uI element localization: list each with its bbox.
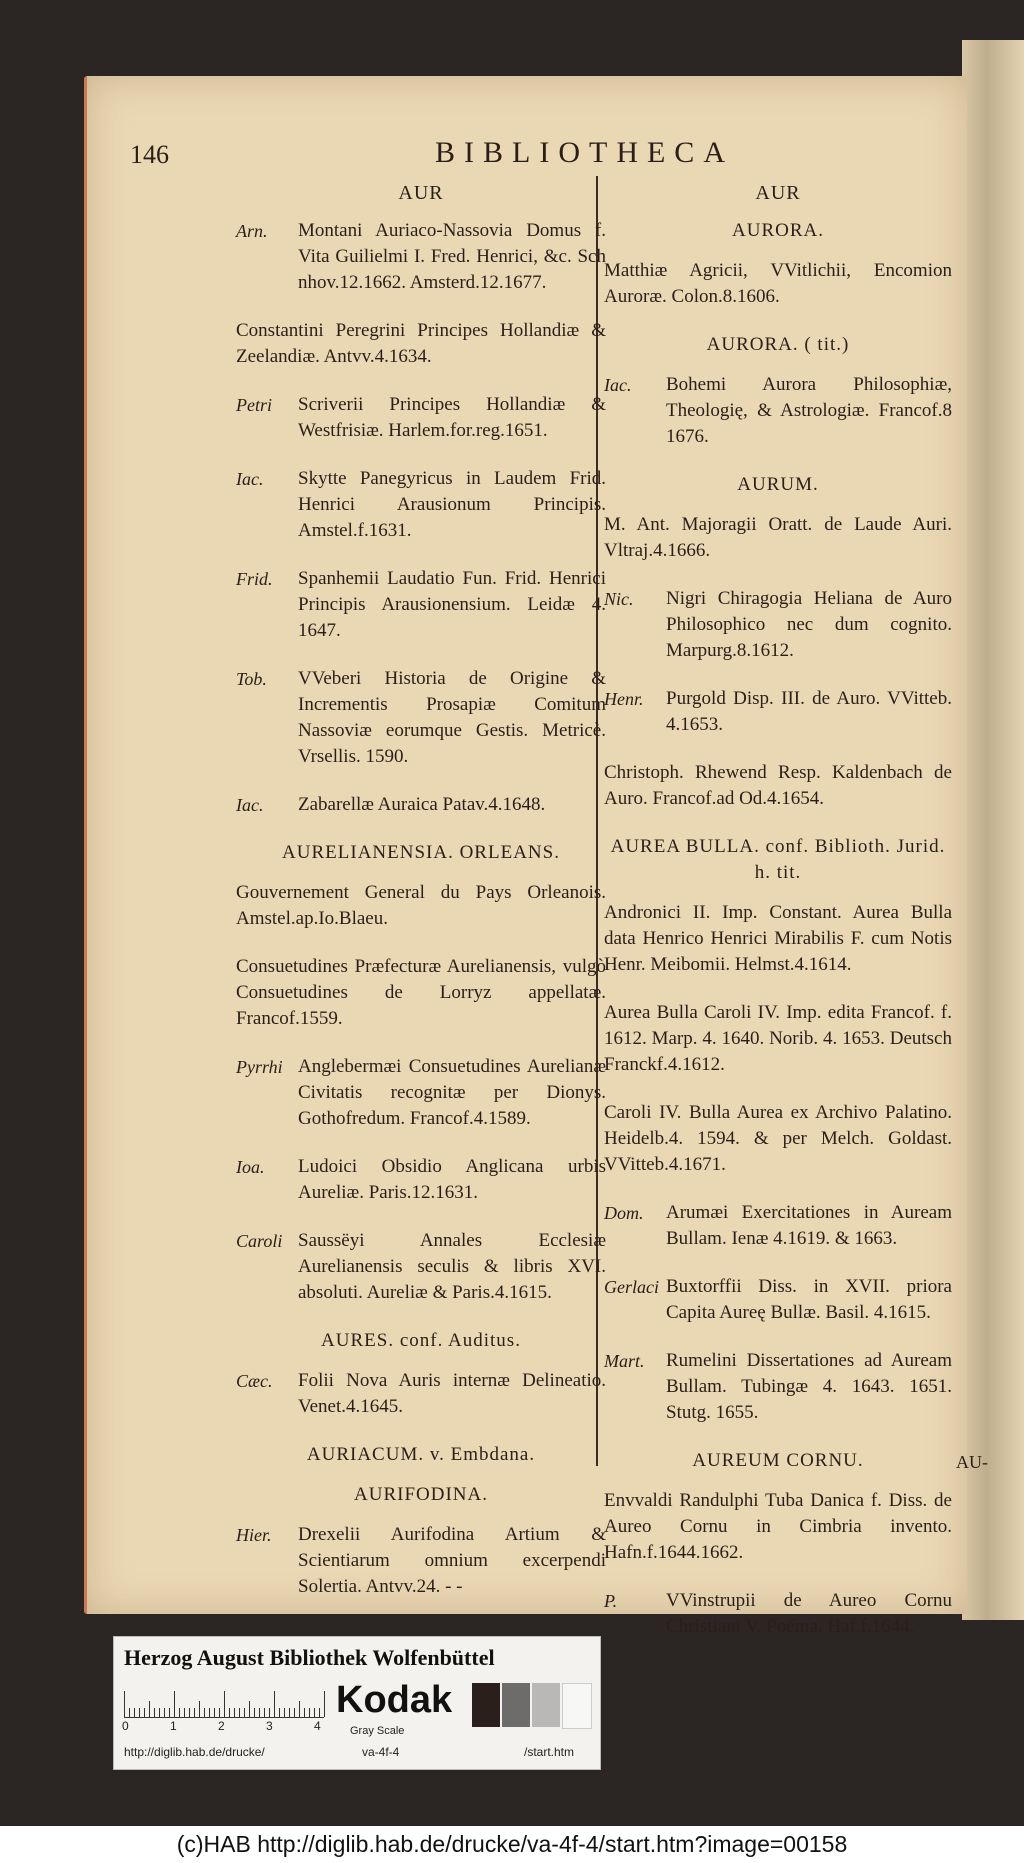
ruler-tick: [209, 1708, 210, 1717]
gray-scale-label: Gray Scale: [350, 1725, 405, 1737]
footer-url: (c)HAB http://diglib.hab.de/drucke/va-4f-4/start.htm?image=00158: [0, 1826, 1024, 1863]
ruler-tick: [169, 1708, 170, 1717]
catalog-entry: [236, 880, 606, 932]
entry-text: Aurea Bulla Caroli IV. Imp. edita Francof. f. 1612. Marp. 4. 1640. Norib. 4. 1653. Deutsch Franckf.4.1612.: [604, 1002, 952, 1075]
entry-text: VVinstrupii de Aureo Cornu Christiani V. Poëma. Haf.f.1644.: [666, 1590, 952, 1637]
catalog-entry: [604, 586, 952, 664]
catalog-entry: [604, 686, 952, 738]
ruler-tick: [309, 1708, 310, 1717]
ruler-tick: [139, 1708, 140, 1717]
ruler-tick: [314, 1708, 315, 1717]
entry-prefix: Gerlaci: [604, 1277, 659, 1297]
entry-text: Constantini Peregrini Principes Hollandiæ & Zeelandiæ. Antvv.4.1634.: [236, 320, 606, 367]
ruler-tick: [134, 1708, 135, 1717]
ruler-tick: [199, 1701, 200, 1717]
ruler-tick: [194, 1708, 195, 1717]
column-head-right: AUR: [755, 182, 801, 204]
catalog-entry: [604, 1200, 952, 1252]
ruler-label: 2: [218, 1719, 225, 1733]
ruler-tick: [159, 1708, 160, 1717]
right-entries-4: [604, 900, 952, 1426]
entry-text: VVeberi Historia de Origine & Incrementis Prosapiæ Comitum Nassoviæ eorumque Gestis. Metricè. Vrsellis. 1590.: [298, 668, 606, 767]
entry-prefix: Tob.: [236, 669, 267, 689]
entry-prefix: Mart.: [604, 1351, 645, 1371]
section-heading: AURORA.: [732, 220, 824, 241]
ruler-tick: [259, 1708, 260, 1717]
entry-prefix: Iac.: [236, 469, 264, 489]
left-entries-2: [236, 880, 606, 1306]
ruler-tick: [154, 1708, 155, 1717]
ruler-label: 4: [314, 1719, 321, 1733]
section-heading: AUREUM CORNU.: [692, 1450, 864, 1471]
entry-text: Rumelini Dissertationes ad Auream Bullam. Tubingæ 4. 1643. 1651. Stutg. 1655.: [666, 1350, 952, 1423]
ruler-tick: [249, 1701, 250, 1717]
catalog-entry: [604, 372, 952, 450]
ruler-tick: [294, 1708, 295, 1717]
entry-prefix: Petri: [236, 395, 272, 415]
gray-swatch-mid: [502, 1683, 530, 1727]
catalog-entry: [236, 392, 606, 444]
section-heading: AURELIANENSIA. ORLEANS.: [282, 842, 560, 863]
entry-prefix: Iac.: [236, 795, 264, 815]
entry-prefix: Hier.: [236, 1525, 272, 1545]
entry-text: Purgold Disp. III. de Auro. VVitteb. 4.1653.: [666, 688, 952, 735]
entry-text: Spanhemii Laudatio Fun. Frid. Henrici Principis Arausionensium. Leidæ 4. 1647.: [298, 568, 606, 641]
ruler-tick: [179, 1708, 180, 1717]
entry-prefix: P.: [604, 1591, 618, 1611]
entry-text: Buxtorffii Diss. in XVII. priora Capita Aureę Bullæ. Basil. 4.1615.: [666, 1276, 952, 1323]
catalog-entry: [236, 1368, 606, 1420]
entry-text: Anglebermæi Consuetudines Aurelianæ Civitatis recognitæ per Dionys. Gothofredum. Francof.4.1589.: [298, 1056, 606, 1129]
catalog-entry: [236, 466, 606, 544]
ruler-tick: [184, 1708, 185, 1717]
ruler-tick: [129, 1708, 130, 1717]
entry-prefix: Caroli: [236, 1231, 283, 1251]
ruler-label: 0: [122, 1719, 129, 1733]
catalog-entry: [236, 954, 606, 1032]
ruler-tick: [174, 1691, 175, 1717]
left-entries-1: [236, 218, 606, 818]
entry-text: Envvaldi Randulphi Tuba Danica f. Diss. de Aureo Cornu in Cimbria invento. Hafn.f.1644.1662.: [604, 1490, 952, 1563]
ruler-tick: [204, 1708, 205, 1717]
catalog-entry: [236, 1522, 606, 1600]
entry-prefix: Nic.: [604, 589, 634, 609]
catalog-entry: [236, 1228, 606, 1306]
ruler-tick: [149, 1701, 150, 1717]
ruler-tick: [124, 1691, 125, 1717]
card-url: http://diglib.hab.de/drucke/: [124, 1745, 265, 1759]
catalog-entry: [604, 1588, 952, 1640]
entry-text: M. Ant. Majoragii Oratt. de Laude Auri. Vltraj.4.1666.: [604, 514, 952, 561]
entry-text: Drexelii Aurifodina Artium & Scientiarum omnium excerpendi Solertia. Antvv.24. - -: [298, 1524, 606, 1597]
entry-text: Matthiæ Agricii, VVitlichii, Encomion Auroræ. Colon.8.1606.: [604, 260, 952, 307]
ruler-tick: [289, 1708, 290, 1717]
entry-prefix: Henr.: [604, 689, 644, 709]
catalog-entry: [604, 1274, 952, 1326]
right-entries-5: [604, 1488, 952, 1640]
right-entries-1: [604, 258, 952, 310]
library-name: Herzog August Bibliothek Wolfenbüttel: [124, 1645, 495, 1670]
ruler-tick: [269, 1708, 270, 1717]
entry-text: Consuetudines Præfecturæ Aurelianensis, vulgò Consuetudines de Lorryz appellatæ. Francof.1559.: [236, 956, 606, 1029]
catalog-entry: [604, 1488, 952, 1566]
section-heading: AURUM.: [737, 474, 819, 495]
ruler-tick: [264, 1708, 265, 1717]
ruler-tick: [144, 1708, 145, 1717]
page-number: 146: [130, 140, 169, 169]
right-entries-3: [604, 512, 952, 812]
catalog-entry: [604, 512, 952, 564]
catalog-entry: [604, 900, 952, 978]
catalog-entry: [236, 218, 606, 296]
entry-text: Scriverii Principes Hollandiæ & Westfrisiæ. Harlem.for.reg.1651.: [298, 394, 606, 441]
catalog-entry: [604, 1100, 952, 1178]
entry-text: Arumæi Exercitationes in Auream Bullam. Ienæ 4.1619. & 1663.: [666, 1202, 952, 1249]
column-head-left: AUR: [398, 182, 444, 204]
entry-prefix: Cæc.: [236, 1371, 273, 1391]
section-heading: AURES. conf. Auditus.: [321, 1330, 521, 1351]
ruler-tick: [304, 1708, 305, 1717]
gray-swatch-white: [562, 1683, 592, 1729]
catalog-entry: [604, 1000, 952, 1078]
catalog-entry: [236, 566, 606, 644]
ruler-tick: [229, 1708, 230, 1717]
gray-swatch-dark: [472, 1683, 500, 1727]
section-heading: AURORA. ( tit.): [706, 334, 850, 355]
ruler-tick: [224, 1691, 225, 1717]
entry-prefix: Arn.: [236, 221, 268, 241]
card-start: /start.htm: [524, 1745, 575, 1759]
catalog-entry: [236, 1054, 606, 1132]
catalog-entry: [236, 318, 606, 370]
entry-prefix: Frid.: [236, 569, 273, 589]
ruler-tick: [284, 1708, 285, 1717]
entry-text: Ludoici Obsidio Anglicana urbis Aureliæ. Paris.12.1631.: [298, 1156, 606, 1203]
catalog-entry: [236, 666, 606, 770]
right-column: [604, 170, 952, 1662]
catchword: AU-: [956, 1452, 988, 1472]
page-edge: [962, 40, 1024, 1620]
entry-prefix: Iac.: [604, 375, 632, 395]
entry-text: Gouvernement General du Pays Orleanois. Amstel.ap.Io.Blaeu.: [236, 882, 606, 929]
catalog-entry: [236, 1154, 606, 1206]
ruler-tick: [219, 1708, 220, 1717]
left-entries-3: [236, 1368, 606, 1420]
entry-text: Bohemi Aurora Philosophiæ, Theologię, & Astrologiæ. Francof.8 1676.: [666, 374, 952, 447]
ruler-label: 1: [170, 1719, 177, 1733]
ruler-tick: [319, 1708, 320, 1717]
ruler-tick: [239, 1708, 240, 1717]
left-column: [236, 170, 606, 1622]
entry-text: Caroli IV. Bulla Aurea ex Archivo Palatino. Heidelb.4. 1594. & per Melch. Goldast. VVitteb.4.1671.: [604, 1102, 952, 1175]
entry-text: Folii Nova Auris internæ Delineatio. Venet.4.1645.: [298, 1370, 606, 1417]
ruler-tick: [244, 1708, 245, 1717]
catalog-entry: [236, 792, 606, 818]
entry-prefix: Dom.: [604, 1203, 644, 1223]
entry-text: Zabarellæ Auraica Patav.4.1648.: [298, 794, 546, 815]
scale-ruler: [124, 1687, 324, 1718]
ruler-tick: [299, 1701, 300, 1717]
running-title: BIBLIOTHECA: [435, 136, 734, 169]
ruler-tick: [214, 1708, 215, 1717]
kodak-logo: Kodak: [336, 1679, 453, 1721]
entry-text: Andronici II. Imp. Constant. Aurea Bulla data Henrico Henrici Mirabilis F. cum Notis Henr. Meibomii. Helmst.4.1614.: [604, 902, 952, 975]
entry-text: Skytte Panegyricus in Laudem Frid. Henrici Arausionum Principis. Amstel.f.1631.: [298, 468, 606, 541]
catalog-entry: [604, 1348, 952, 1426]
section-heading: AURIFODINA.: [354, 1484, 488, 1505]
entry-text: Christoph. Rhewend Resp. Kaldenbach de Auro. Francof.ad Od.4.1654.: [604, 762, 952, 809]
catalog-entry: [604, 760, 952, 812]
ruler-label: 3: [266, 1719, 273, 1733]
card-code: va-4f-4: [362, 1745, 400, 1759]
ruler-tick: [279, 1708, 280, 1717]
entry-prefix: Ioa.: [236, 1157, 265, 1177]
entry-text: Montani Auriaco-Nassovia Domus f. Vita Guilielmi I. Fred. Henrici, &c. Sch nhov.12.1662. Amsterd.12.1677.: [298, 220, 606, 293]
section-heading: AURIACUM. v. Embdana.: [306, 1444, 536, 1465]
section-heading: AUREA BULLA. conf. Biblioth. Jurid. h. tit.: [610, 836, 946, 883]
left-entries-5: [236, 1522, 606, 1600]
ruler-tick: [189, 1708, 190, 1717]
color-reference-card: [113, 1636, 601, 1770]
entry-text: Nigri Chiragogia Heliana de Auro Philosophico nec dum cognito. Marpurg.8.1612.: [666, 588, 952, 661]
entry-text: Saussëyi Annales Ecclesiæ Aurelianensis seculis & libris XVI. absoluti. Aureliæ & Paris.4.1615.: [298, 1230, 606, 1303]
ruler-tick: [164, 1708, 165, 1717]
catalog-entry: [604, 258, 952, 310]
ruler-tick: [234, 1708, 235, 1717]
right-entries-2: [604, 372, 952, 450]
entry-prefix: Pyrrhi: [236, 1057, 283, 1077]
ruler-tick: [254, 1708, 255, 1717]
gray-swatch-light: [532, 1683, 560, 1727]
ruler-tick: [274, 1691, 275, 1717]
ruler-tick: [324, 1691, 325, 1717]
